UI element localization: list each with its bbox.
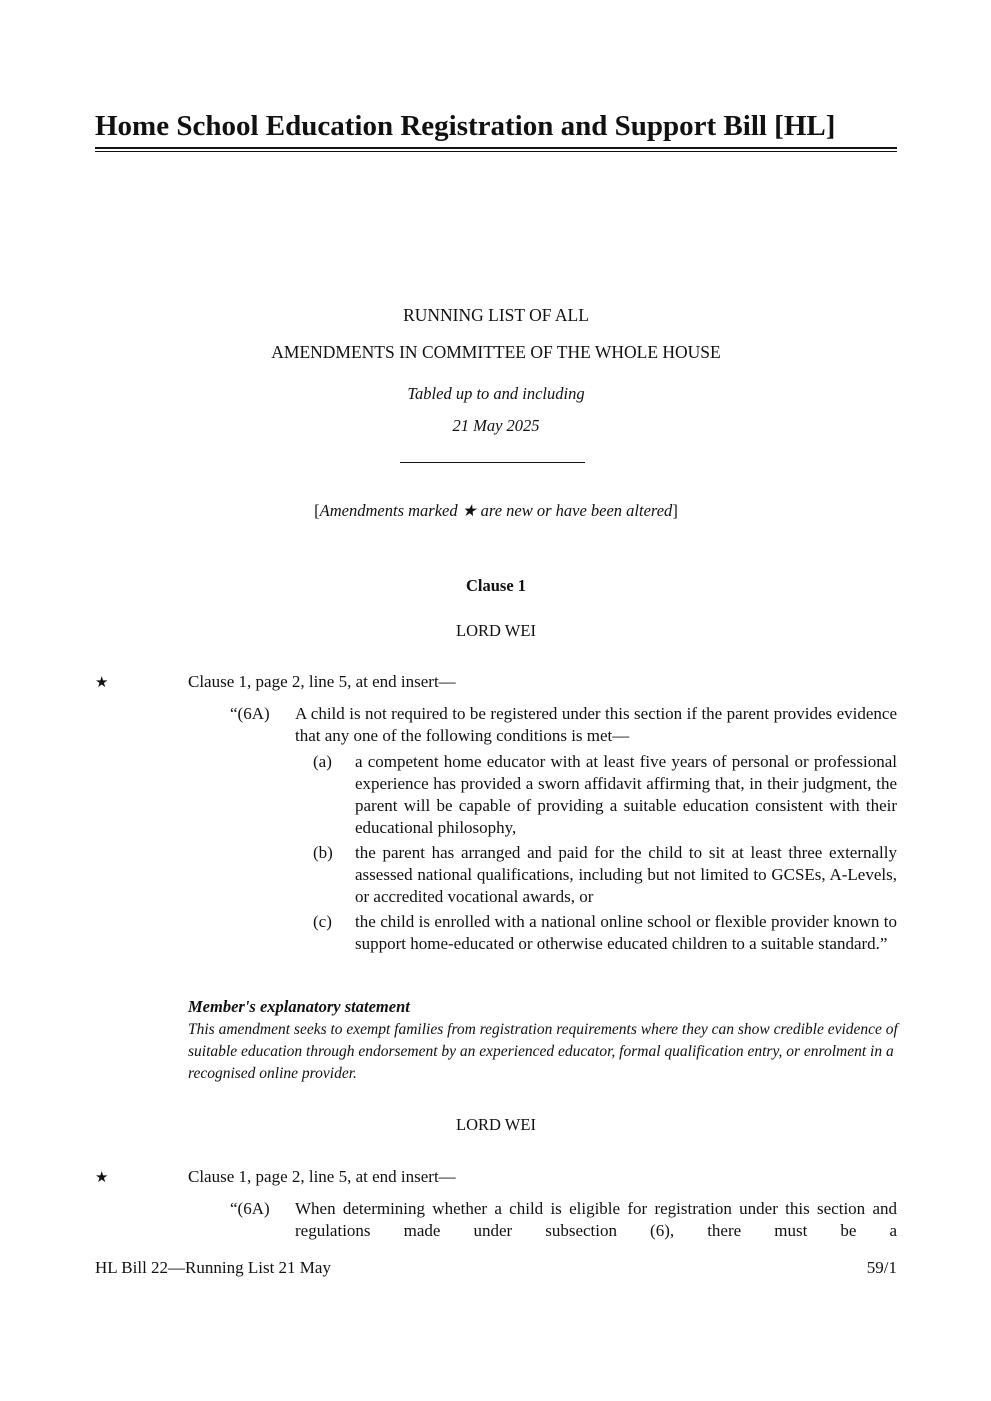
item-text-a: a competent home educator with at least five years of personal or professional experience has provided a sworn affidavit affirming that, in their judgment, the parent will be capable of providing a suitable education consistent with their educational philosophy, — [355, 752, 897, 837]
subsection-label-2: “(6A) — [230, 1199, 270, 1218]
statement-heading: Member's explanatory statement — [188, 997, 410, 1016]
footer-page-number: 59/1 — [866, 1258, 897, 1277]
title-rule-thick — [95, 147, 897, 149]
tabled-date: 21 May 2025 — [452, 416, 540, 435]
item-label-a: (a) — [313, 752, 332, 771]
subsection-text: A child is not required to be registered under this section if the parent provides evidence that any one of the following conditions is met— — [295, 704, 897, 745]
section-divider — [400, 462, 585, 463]
subsection-text-2: When determining whether a child is eligible for registration under this section and regulations made under subsection (6), there must be a — [295, 1199, 897, 1240]
clause-heading: Clause 1 — [465, 576, 527, 595]
subsection-label: “(6A) — [230, 704, 270, 723]
item-text-b: the parent has arranged and paid for the child to sit at least three externally assessed national qualifications, including but not limited to GCSEs, A-Levels, or accredited vocational awards, or — [355, 843, 897, 906]
tabled-text: Tabled up to and including — [407, 384, 585, 403]
page-title: Home School Education Registration and Support Bill [HL] — [95, 110, 836, 142]
amendment-instruction-2: Clause 1, page 2, line 5, at end insert— — [188, 1167, 456, 1186]
member-name-2: LORD WEI — [456, 1115, 536, 1134]
member-name: LORD WEI — [456, 621, 536, 640]
title-rule-thin — [95, 151, 897, 152]
running-list-line1: RUNNING LIST OF ALL — [403, 305, 589, 325]
running-list-line2: AMENDMENTS IN COMMITTEE OF THE WHOLE HOUSE — [271, 342, 721, 362]
amendments-note: [Amendments marked ★ are new or have been altered] — [314, 501, 678, 520]
item-label-c: (c) — [313, 912, 332, 931]
new-amendment-star-icon: ★ — [95, 675, 109, 691]
item-label-b: (b) — [313, 843, 333, 862]
amendment-instruction: Clause 1, page 2, line 5, at end insert— — [188, 672, 456, 691]
footer-bill-ref: HL Bill 22—Running List 21 May — [95, 1258, 331, 1277]
statement-text: This amendment seeks to exempt families from registration requirements where they can show credible evidence of suitable education through endorsement by an experienced educator, formal qualification entry, or enrolment in a recognised online provider. — [188, 1021, 898, 1082]
item-text-c: the child is enrolled with a national online school or flexible provider known to support home-educated or otherwise educated children to a suitable standard.” — [355, 912, 897, 953]
new-amendment-star-icon-2: ★ — [95, 1170, 109, 1186]
